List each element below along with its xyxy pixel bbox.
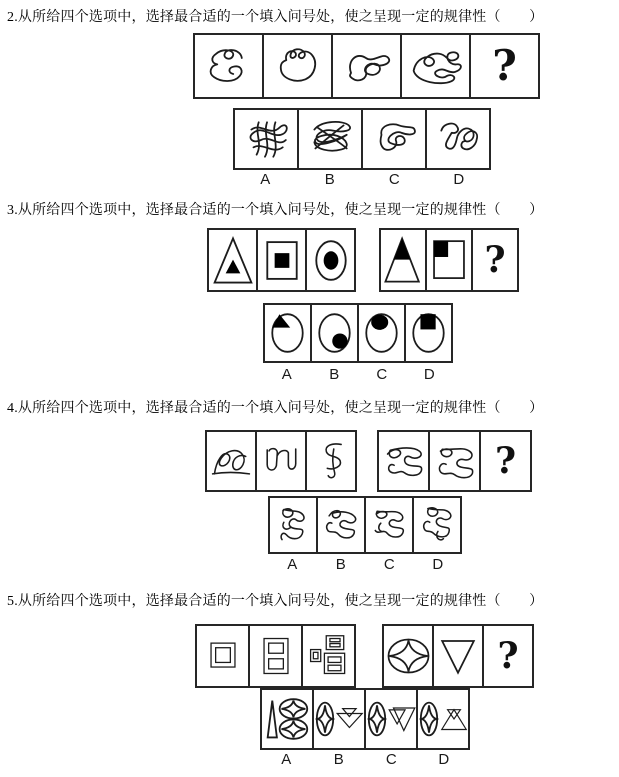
- option-label-b: B: [329, 366, 340, 383]
- sequence-cell-question-mark: [484, 626, 532, 686]
- triangle-diamond-overlay-icon: [440, 700, 468, 738]
- scribble-medium-loop-icon: [366, 115, 422, 163]
- option-label-d: D: [453, 171, 465, 188]
- sequence-cell: [250, 626, 303, 686]
- option-label-b: B: [324, 171, 335, 188]
- option-label-a: A: [287, 556, 298, 573]
- option-cell-c[interactable]: [366, 690, 418, 748]
- option-label-d: D: [423, 366, 435, 383]
- scribble-open-loops-icon: [430, 115, 486, 163]
- curve-two-loops-icon: [208, 437, 254, 485]
- sequence-cell: [333, 35, 402, 97]
- option-label-b: B: [333, 751, 344, 768]
- option-label-d: D: [438, 751, 450, 768]
- inverted-triangle-icon: [436, 633, 480, 679]
- scribble-complex-d-icon: [416, 501, 458, 549]
- question-4-group2-row: [377, 430, 532, 492]
- option-cell-d[interactable]: [427, 110, 489, 168]
- option-cell-b[interactable]: [314, 690, 366, 748]
- option-cell-b[interactable]: [299, 110, 363, 168]
- sequence-cell: [427, 230, 473, 290]
- sequence-cell: [303, 626, 354, 686]
- ellipse-circle-bottomright-icon: [313, 307, 356, 359]
- option-cell-a[interactable]: [235, 110, 299, 168]
- option-label-a: A: [281, 751, 292, 768]
- question-3-option-labels: [263, 366, 453, 383]
- triangle-top-filled-icon: [381, 233, 425, 288]
- option-cell-d[interactable]: [418, 690, 468, 748]
- question-3-group1-row: [207, 228, 356, 292]
- option-label-a: A: [260, 171, 271, 188]
- question-3-options-row: [263, 303, 453, 363]
- question-5-options-row: [260, 688, 470, 750]
- ellipse-square-top-icon: [407, 307, 450, 359]
- sequence-cell: [307, 432, 355, 490]
- question-4-text: 4.从所给四个选项中，选择最合适的一个填入问号处，使之呈现一定的规律性（ ）: [7, 401, 544, 416]
- star-ellipse-icon: [419, 698, 439, 740]
- option-cell-a[interactable]: [270, 498, 318, 552]
- question-5-group1-row: [195, 624, 356, 688]
- option-cell-b[interactable]: [318, 498, 366, 552]
- option-label-c: C: [385, 751, 397, 768]
- question-4-options-row: [268, 496, 462, 554]
- square-corner-filled-icon: [427, 233, 471, 288]
- sequence-cell: [381, 230, 427, 290]
- four-point-star-in-ellipse-icon: [385, 634, 432, 678]
- hollow-chang-icon: [306, 631, 352, 681]
- sequence-cell: [402, 35, 471, 97]
- scribble-dense-loops-icon: [302, 115, 358, 163]
- thin-triangle-star-ellipses-icon: [263, 696, 311, 742]
- curve-s-loop-icon: [308, 437, 354, 485]
- option-cell-c[interactable]: [359, 305, 406, 361]
- question-mark: ?: [497, 635, 519, 677]
- scribble-complex-b-icon: [320, 501, 362, 549]
- hollow-kou-icon: [200, 631, 246, 681]
- sequence-cell: [195, 35, 264, 97]
- option-label-a: A: [281, 366, 292, 383]
- sequence-cell-question-mark: [473, 230, 517, 290]
- option-cell-d[interactable]: [406, 305, 451, 361]
- sequence-cell-question-mark: [471, 35, 538, 97]
- question-mark: ?: [492, 41, 517, 90]
- option-cell-a[interactable]: [262, 690, 314, 748]
- sequence-cell: [258, 230, 307, 290]
- question-4-group1-row: [205, 430, 357, 492]
- sequence-cell: [257, 432, 307, 490]
- scribble-complex-2-icon: [431, 439, 478, 484]
- scribble-two-loops-icon: [268, 42, 328, 91]
- sequence-cell: [307, 230, 354, 290]
- question-3-group2-row: [379, 228, 519, 292]
- star-ellipse-icon: [315, 698, 335, 740]
- scribble-crossing-icon: [337, 42, 397, 91]
- sequence-cell-question-mark: [481, 432, 530, 490]
- scribble-complex-a-icon: [272, 501, 314, 549]
- sequence-cell: [209, 230, 258, 290]
- question-5-option-labels: [260, 751, 470, 768]
- overlapping-inverted-triangles-icon: [388, 699, 416, 739]
- option-cell-c[interactable]: [366, 498, 414, 552]
- option-cell-b[interactable]: [312, 305, 359, 361]
- sequence-cell: [384, 626, 434, 686]
- scribble-complex-icon: [406, 42, 466, 91]
- question-5-group2-row: [382, 624, 534, 688]
- question-5-text: 5.从所给四个选项中，选择最合适的一个填入问号处，使之呈现一定的规律性（ ）: [7, 594, 544, 609]
- scribble-simple-icon: [199, 42, 259, 91]
- sequence-cell: [434, 626, 484, 686]
- question-mark: ?: [494, 440, 517, 482]
- scribble-complex-1-icon: [380, 439, 427, 484]
- option-label-c: C: [383, 556, 395, 573]
- question-3-text: 3.从所给四个选项中，选择最合适的一个填入问号处，使之呈现一定的规律性（ ）: [7, 203, 544, 218]
- stacked-inverted-triangles-icon: [336, 700, 364, 738]
- scribble-dense-hash-icon: [238, 115, 294, 163]
- curve-double-cup-icon: [258, 437, 304, 485]
- question-2-text: 2.从所给四个选项中，选择最合适的一个填入问号处，使之呈现一定的规律性（ ）: [7, 10, 544, 25]
- option-label-c: C: [388, 171, 400, 188]
- option-cell-a[interactable]: [265, 305, 312, 361]
- scribble-complex-c-icon: [368, 501, 410, 549]
- question-mark: ?: [484, 239, 506, 281]
- question-2-option-labels: [233, 171, 491, 188]
- ellipse-in-ellipse-icon: [308, 232, 354, 289]
- question-2-sequence-row: [193, 33, 540, 99]
- sequence-cell: [264, 35, 333, 97]
- sequence-cell: [379, 432, 430, 490]
- option-label-c: C: [376, 366, 388, 383]
- ellipse-circle-top-icon: [360, 307, 403, 359]
- star-ellipse-icon: [367, 698, 387, 740]
- sequence-cell: [197, 626, 250, 686]
- option-cell-c[interactable]: [363, 110, 427, 168]
- question-2-options-row: [233, 108, 491, 170]
- triangle-in-triangle-icon: [210, 232, 256, 289]
- sequence-cell: [430, 432, 481, 490]
- ellipse-triangle-topleft-icon: [266, 307, 309, 359]
- sequence-cell: [207, 432, 257, 490]
- option-label-d: D: [432, 556, 444, 573]
- question-4-option-labels: [268, 556, 462, 573]
- hollow-ri-icon: [253, 631, 299, 681]
- option-cell-d[interactable]: [414, 498, 460, 552]
- square-in-square-icon: [259, 232, 305, 289]
- option-label-b: B: [335, 556, 346, 573]
